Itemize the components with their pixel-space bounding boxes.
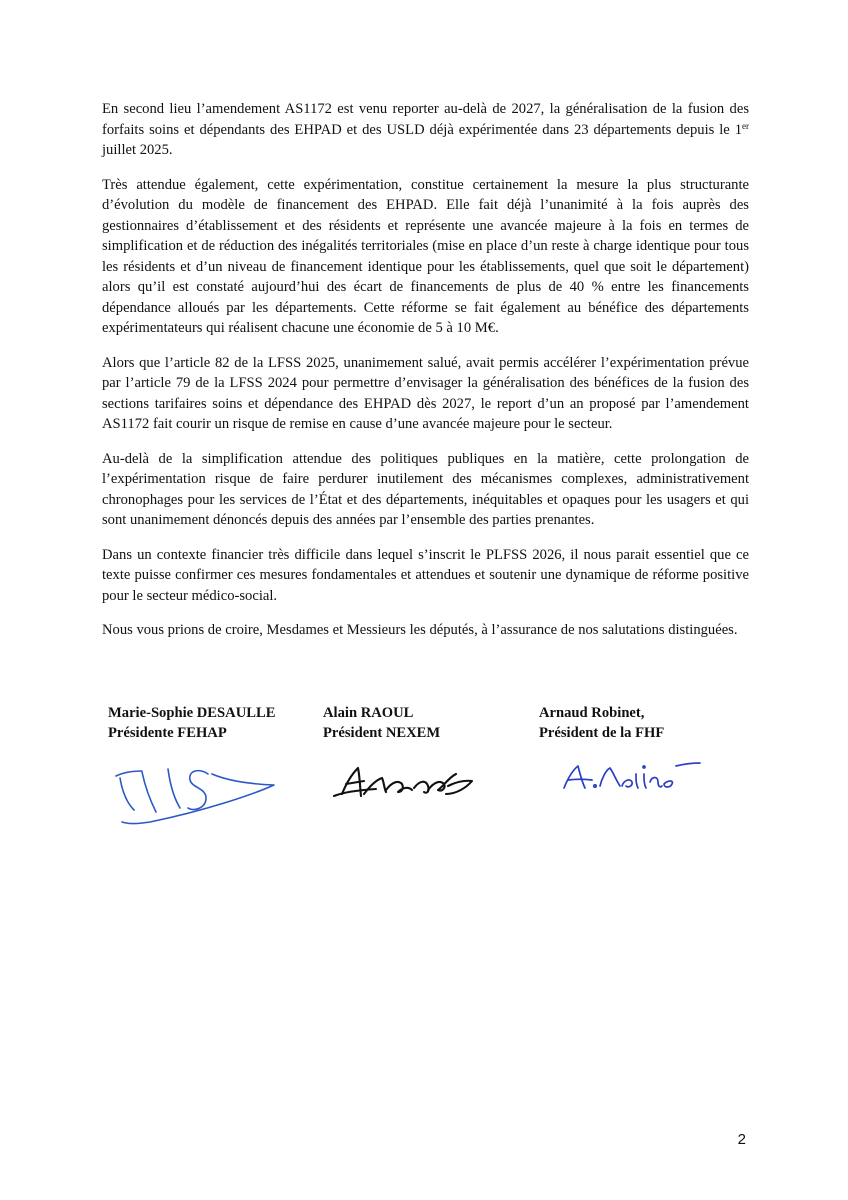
signatory-name: Arnaud Robinet, xyxy=(539,705,645,721)
signatory-name: Alain RAOUL xyxy=(323,705,414,721)
signature-desaulle xyxy=(108,754,278,834)
signatory-raoul xyxy=(323,703,440,743)
ordinal-superscript: er xyxy=(742,120,749,131)
letter-body xyxy=(102,99,749,655)
signatory-role: Présidente FEHAP xyxy=(108,725,227,741)
signatory-name: Marie-Sophie DESAULLE xyxy=(108,705,276,721)
signatory-robinet xyxy=(539,703,664,743)
page-number: 2 xyxy=(737,1131,746,1148)
paragraph-3: Alors que l’article 82 de la LFSS 2025, unanimement salué, avait permis accélérer l’expérimentation prévue par l’article 79 de la LFSS 2024 pour permettre d’envisager la généralisation des bénéfices de la fusion des sections tarifaires soins et dépendance des EHPAD dès 2027, le report d’un an proposé par l’amendement AS1172 fait courir un risque de remise en cause d’une avancée majeure pour le secteur. xyxy=(102,354,749,432)
signatory-role: Président NEXEM xyxy=(323,725,441,741)
signature-robinet xyxy=(558,752,708,798)
signatory-desaulle xyxy=(108,703,275,743)
signatory-role: Président de la FHF xyxy=(539,725,665,741)
paragraph-4: Au-delà de la simplification attendue des politiques publiques en la matière, cette prolongation de l’expérimentation risque de faire perdurer inutilement des mécanismes complexes, administrativement chronophages pour les services de l’État et des départements, inéquitables et opaques pour les usagers et qui sont unanimement dénoncés depuis des années par l’ensemble des parties prenantes. xyxy=(102,450,749,528)
paragraph-2: Très attendue également, cette expérimentation, constitue certainement la mesure la plus structurante d’évolution du modèle de financement des EHPAD. Elle fait déjà l’unanimité à la fois auprès des gestionnaires d’établissement et des résidents et représente une avancée majeure à la fois en termes de simplification et de réduction des inégalités territoriales (mise en place d’un reste à charge identique pour tous les résidents et d’un niveau de financement identique pour les établissements, quel que soit le département) alors qu’il est constaté aujourd’hui des écart de financements de plus de 40 % entre les financements dépendance alloués par les départements. Cette réforme se fait également au bénéfice des départements expérimentateurs qui réalisent chacune une économie de 5 à 10 M€. xyxy=(102,176,749,336)
signature-raoul xyxy=(330,756,480,804)
paragraph-5: Dans un contexte financier très difficile dans lequel s’inscrit le PLFSS 2026, il nous parait essentiel que ce texte puisse confirmer ces mesures fondamentales et attendues et soutenir une dynamique de réforme positive pour le secteur médico-social. xyxy=(102,546,749,604)
paragraph-6-closing: Nous vous prions de croire, Mesdames et Messieurs les députés, à l’assurance de nos salutations distinguées. xyxy=(102,622,738,638)
paragraph-1: En second lieu l’amendement AS1172 est venu reporter au-delà de 2027, la généralisation de la fusion des forfaits soins et dépendants des EHPAD et des USLD déjà expérimentée dans 23 départements depuis le 1er juillet 2025. xyxy=(102,101,749,158)
